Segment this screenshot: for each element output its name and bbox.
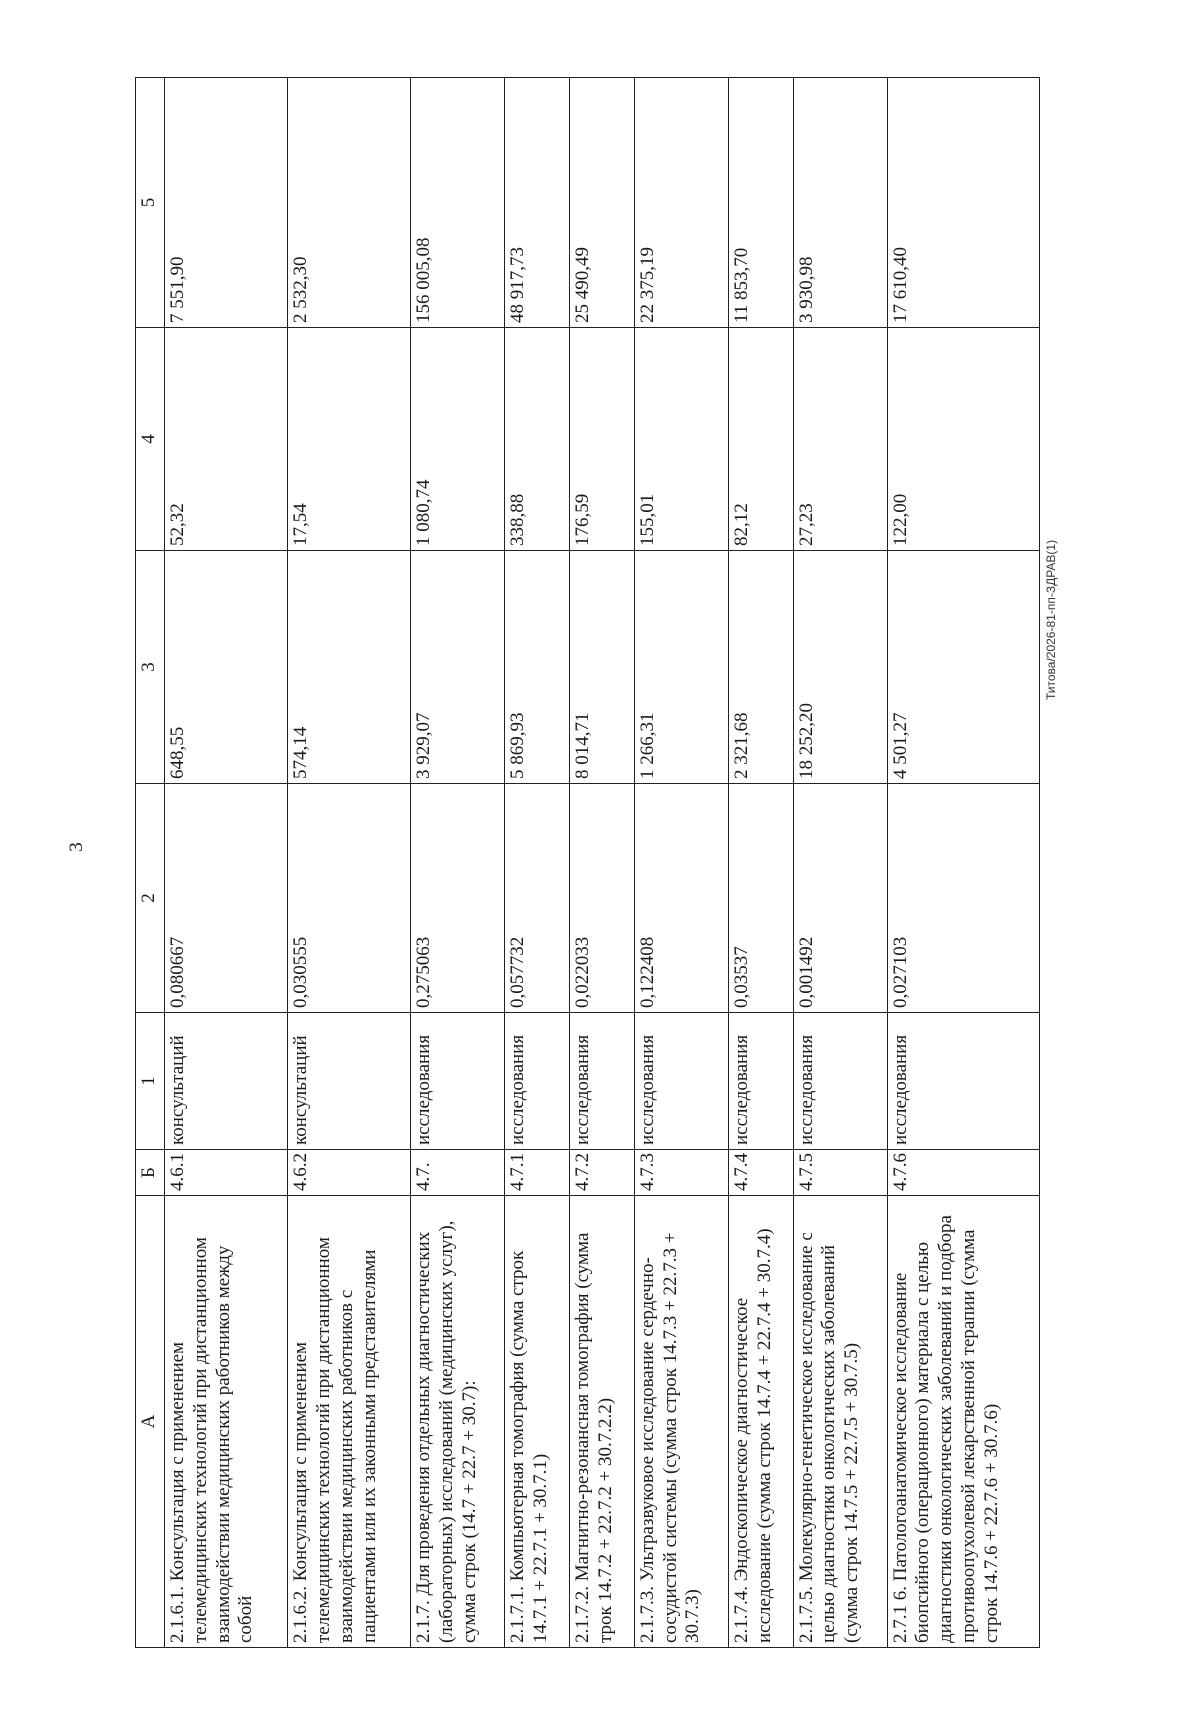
row-code: 4.7. <box>411 1150 505 1196</box>
row-name: 2.1.7.4. Эндоскопическое диагностическое исследование (сумма строк 14.7.4 + 22.7.4 + 30.7.4) <box>728 1196 793 1648</box>
row-col-3: 1 266,31 <box>634 551 728 784</box>
row-col-5: 17 610,40 <box>887 78 1039 328</box>
row-col-2: 0,275063 <box>411 784 505 1013</box>
header-col-5: 5 <box>136 78 165 328</box>
table-row <box>570 78 635 1648</box>
row-col-3: 8 014,71 <box>570 551 635 784</box>
row-code: 4.7.6 <box>887 1150 1039 1196</box>
table-row <box>793 78 887 1648</box>
row-col-4: 17,54 <box>288 328 411 551</box>
row-col-3: 574,14 <box>288 551 411 784</box>
row-col-5: 48 917,73 <box>505 78 570 328</box>
row-col-4: 52,32 <box>165 328 288 551</box>
row-name: 2.7.1 6. Патологоанатомическое исследование биопсийного (операционного) материала с целью диагностики онкологических заболеваний и подбора противоопухолевой лекарственной терапии (сумма строк 14.7.6 + 22.7.6 + 30.7.6) <box>887 1196 1039 1648</box>
row-col-5: 156 005,08 <box>411 78 505 328</box>
row-name: 2.1.7.5. Молекулярно-генетическое исследование с целью диагностики онкологических заболеваний (сумма строк 14.7.5 + 22.7.5 + 30.7.5) <box>793 1196 887 1648</box>
row-col-5: 11 853,70 <box>728 78 793 328</box>
row-unit: исследования <box>634 1013 728 1150</box>
row-col-2: 0,122408 <box>634 784 728 1013</box>
row-col-3: 4 501,27 <box>887 551 1039 784</box>
header-col-2: 2 <box>136 784 165 1013</box>
row-col-3: 648,55 <box>165 551 288 784</box>
row-col-2: 0,080667 <box>165 784 288 1013</box>
row-code: 4.7.4 <box>728 1150 793 1196</box>
table-row <box>634 78 728 1648</box>
row-name: 2.1.7.2. Магнитно-резонансная томография (сумма трок 14.7.2 + 22.7.2 + 30.7.2.2) <box>570 1196 635 1648</box>
row-name: 2.1.7.3. Ультразвуковое исследование сердечно-сосудистой системы (сумма строк 14.7.3 + 22.7.3 + 30.7.3) <box>634 1196 728 1648</box>
header-col-a: А <box>136 1196 165 1648</box>
row-col-5: 22 375,19 <box>634 78 728 328</box>
row-col-2: 0,030555 <box>288 784 411 1013</box>
row-unit: исследования <box>793 1013 887 1150</box>
row-col-4: 1 080,74 <box>411 328 505 551</box>
row-code: 4.6.2 <box>288 1150 411 1196</box>
header-col-4: 4 <box>136 328 165 551</box>
row-unit: консультаций <box>165 1013 288 1150</box>
header-col-3: 3 <box>136 551 165 784</box>
row-code: 4.7.1 <box>505 1150 570 1196</box>
table-header-row <box>136 78 165 1648</box>
row-col-2: 0,057732 <box>505 784 570 1013</box>
row-col-2: 0,022033 <box>570 784 635 1013</box>
table-row <box>165 78 288 1648</box>
table-row <box>887 78 1039 1648</box>
row-unit: исследования <box>887 1013 1039 1150</box>
row-col-3: 3 929,07 <box>411 551 505 784</box>
table-row <box>288 78 411 1648</box>
row-code: 4.7.2 <box>570 1150 635 1196</box>
row-col-2: 0,001492 <box>793 784 887 1013</box>
row-unit: консультаций <box>288 1013 411 1150</box>
row-code: 4.7.5 <box>793 1150 887 1196</box>
row-unit: исследования <box>505 1013 570 1150</box>
row-col-4: 122,00 <box>887 328 1039 551</box>
row-code: 4.7.3 <box>634 1150 728 1196</box>
row-name: 2.1.6.1. Консультация с применением телемедицинских технологий при дистанционном взаимодействии медицинских работников между собой <box>165 1196 288 1648</box>
table-row <box>728 78 793 1648</box>
row-col-3: 2 321,68 <box>728 551 793 784</box>
row-unit: исследования <box>570 1013 635 1150</box>
page-number: 3 <box>65 842 87 852</box>
row-col-4: 82,12 <box>728 328 793 551</box>
row-unit: исследования <box>728 1013 793 1150</box>
row-col-5: 7 551,90 <box>165 78 288 328</box>
header-col-1: 1 <box>136 1013 165 1150</box>
row-col-3: 5 869,93 <box>505 551 570 784</box>
rotated-table-container <box>135 78 1040 1648</box>
row-name: 2.1.7.1. Компьютерная томография (сумма строк 14.7.1 + 22.7.1 + 30.7.1) <box>505 1196 570 1648</box>
row-col-3: 18 252,20 <box>793 551 887 784</box>
row-col-2: 0,03537 <box>728 784 793 1013</box>
table-row <box>411 78 505 1648</box>
row-col-5: 3 930,98 <box>793 78 887 328</box>
row-col-4: 338,88 <box>505 328 570 551</box>
row-col-4: 27,23 <box>793 328 887 551</box>
row-col-5: 25 490,49 <box>570 78 635 328</box>
row-name: 2.1.6.2. Консультация с применением телемедицинских технологий при дистанционном взаимодействии медицинских работников с пациентами или их законными представителями <box>288 1196 411 1648</box>
row-unit: исследования <box>411 1013 505 1150</box>
row-col-2: 0,027103 <box>887 784 1039 1013</box>
row-col-4: 176,59 <box>570 328 635 551</box>
row-code: 4.6.1 <box>165 1150 288 1196</box>
footer-code: Титова/2026-81-пп-ЗДРАВ(1) <box>1044 539 1058 700</box>
row-col-4: 155,01 <box>634 328 728 551</box>
table-row <box>505 78 570 1648</box>
row-name: 2.1.7. Для проведения отдельных диагностических (лабораторных) исследований (медицинских услуг), сумма строк (14.7 + 22.7 + 30.7): <box>411 1196 505 1648</box>
header-col-b: Б <box>136 1150 165 1196</box>
row-col-5: 2 532,30 <box>288 78 411 328</box>
data-table <box>135 77 1040 1648</box>
